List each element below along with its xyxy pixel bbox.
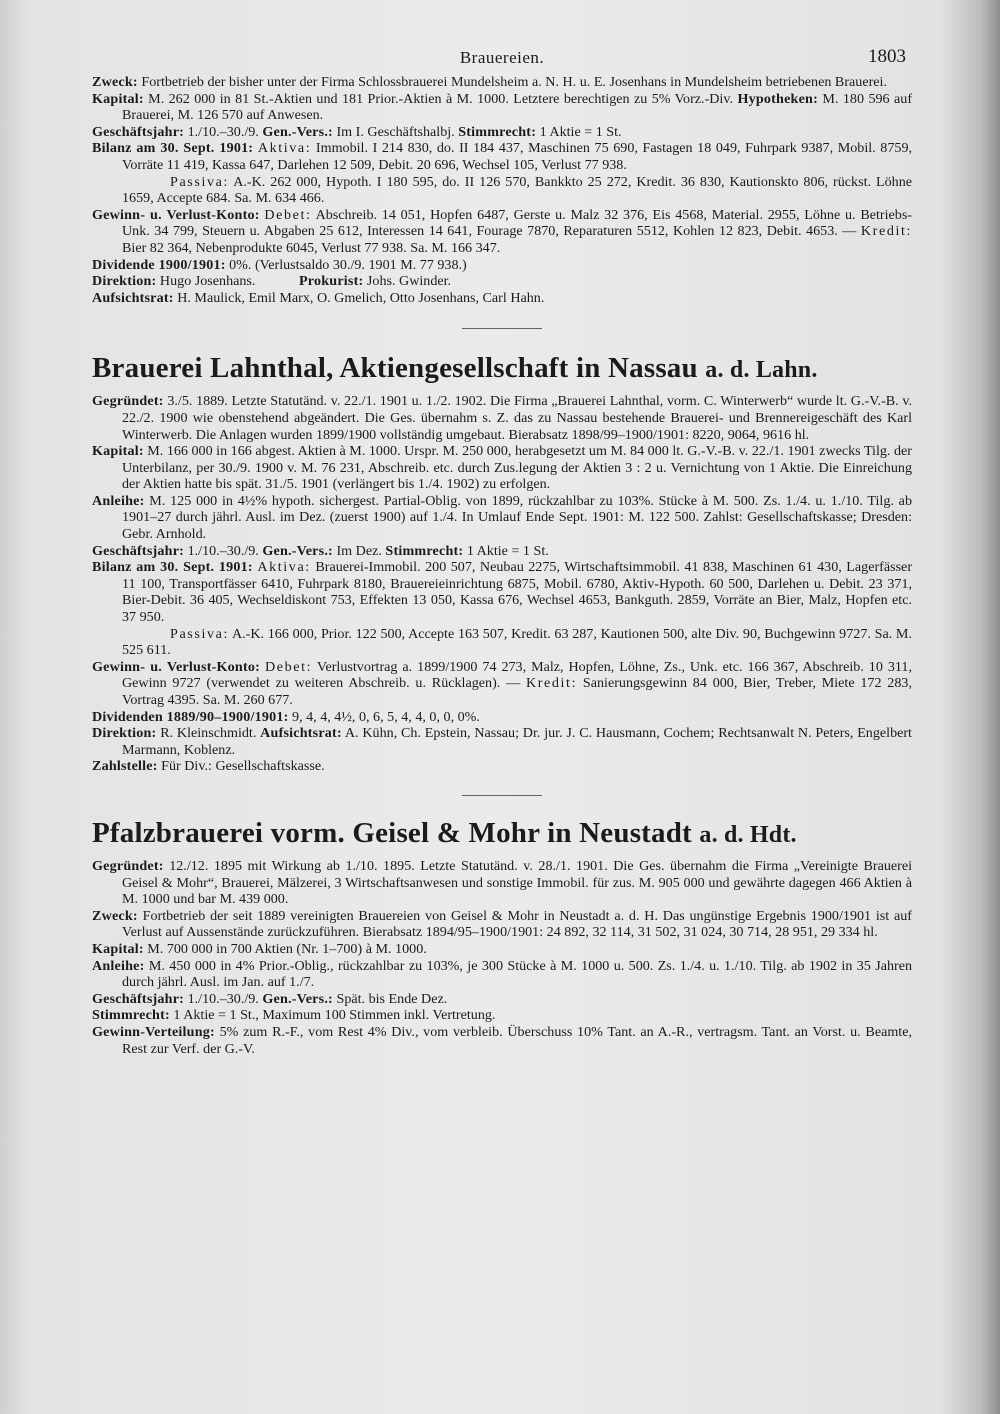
entry-bilanz	[92, 140, 912, 206]
label-aufsichtsrat: Aufsichtsrat:	[260, 725, 342, 742]
entry-anleihe	[92, 958, 912, 991]
label-kapital: Kapital:	[92, 443, 144, 460]
entry-aufsichtsrat	[92, 290, 912, 307]
label-kapital: Kapital:	[92, 90, 144, 107]
text-geschaeftsjahr: 1./10.–30./9.	[187, 123, 259, 140]
label-bilanz: Bilanz am 30. Sept. 1901:	[92, 140, 254, 157]
entry-kapital	[92, 941, 912, 958]
label-gegruendet: Gegründet:	[92, 857, 164, 874]
text-dividenden: 9, 4, 4, 4½, 0, 6, 5, 4, 4, 0, 0, 0%.	[292, 708, 480, 725]
label-debet: Debet:	[264, 658, 313, 675]
section-pfalzbrauerei	[92, 816, 912, 1057]
entry-dividenden	[92, 709, 912, 726]
text-zweck: Fortbetrieb der seit 1889 vereinigten Brauereien von Geisel & Mohr in Neustadt a. d. H. Das ungünstige Ergebnis 1900/1901 ist auf Verlust auf Aussenstände zurückzuführen. Bierabsatz 1894/95–1900/1901: 24 892, 32 114, 31 502, 31 024, 30 714, 28 951, 29 334 hl.	[122, 907, 912, 941]
entry-dividende	[92, 257, 912, 274]
label-genvers: Gen.-Vers.:	[262, 123, 333, 140]
company-heading-pfalzbrauerei	[92, 816, 912, 852]
label-gewinn: Gewinn- u. Verlust-Konto:	[92, 658, 260, 675]
label-gewinn: Gewinn- u. Verlust-Konto:	[92, 206, 260, 223]
text-prokurist: Johs. Gwinder.	[366, 273, 452, 290]
running-header	[92, 40, 912, 74]
label-anleihe: Anleihe:	[92, 957, 145, 974]
text-gewinn-verteilung: 5% zum R.-F., vom Rest 4% Div., vom verbleib. Überschuss 10% Tant. an A.-R., vertragsm. Tant. an Vorst. u. Beamte, Rest zur Verf. der G.-V.	[122, 1023, 912, 1057]
entry-gewinn	[92, 207, 912, 257]
heading-location: a. d. Lahn.	[705, 357, 818, 384]
text-aufsichtsrat: H. Maulick, Emil Marx, O. Gmelich, Otto Josenhans, Carl Hahn.	[177, 289, 545, 306]
entry-gegruendet	[92, 393, 912, 443]
label-aktiva: Aktiva:	[257, 559, 311, 576]
text-gegruendet: 3./5. 1889. Letzte Statutänd. v. 22./1. 1901 u. 1./2. 1902. Die Firma „Brauerei Lahnthal, vorm. C. Winterwerb“ wurde lt. G.-V.-B. v. 22./2. 1900 wie obenstehend abgeändert. Die Ges. übernahm s. Z. das zu Nassau bestehende Brauerei- und Brennereigeschäft des Karl Winterwerb. Die Anlagen wurden 1899/1900 vollständig umgebaut. Bierabsatz 1898/99–1900/1901: 8220, 9064, 9616 hl.	[122, 393, 913, 443]
label-bilanz: Bilanz am 30. Sept. 1901:	[92, 559, 253, 576]
text-kapital: M. 262 000 in 81 St.-Aktien und 181 Prior.-Aktien à M. 1000. Letztere berechtigen zu 5% Vorz.-Div.	[148, 90, 734, 107]
text-kapital: M. 166 000 in 166 abgest. Aktien à M. 1000. Urspr. M. 250 000, herabgesetzt um M. 84 000 lt. G.-V.-B. v. 22./1. 1901 zwecks Tilg. der Unterbilanz, per 30./9. 1900 v. M. 76 231, Abschreib. etc. durch Zus.legung der Aktien 3 : 2 u. Vernichtung von 1 Aktie. Die Einreichung der Aktien hatte bis spät. 31./5. 1901 (verlängert bis 1./4. 1902) zu erfolgen.	[122, 443, 912, 493]
label-stimmrecht: Stimmrecht:	[385, 542, 464, 559]
text-kredit: Sanierungsgewinn 84 000, Bier, Treber, Miete 172 283, Vortrag 4395. Sa. M. 260 677.	[122, 675, 912, 708]
entry-zweck	[92, 74, 912, 91]
label-geschaeftsjahr: Geschäftsjahr:	[92, 542, 185, 559]
text-genvers: Im I. Geschäftshalbj.	[336, 123, 455, 140]
label-genvers: Gen.-Vers.:	[262, 542, 333, 559]
entry-geschaeftsjahr	[92, 991, 912, 1008]
company-heading-lahnthal	[92, 351, 912, 387]
entry-geschaeftsjahr	[92, 124, 912, 141]
text-debet: Verlustvortrag a. 1899/1900 74 273, Malz, Hopfen, Löhne, Zs., Unk. etc. 166 367, Abschreib. 10 311, Gewinn 9727 (verwendet zu weiteren Abschreib. u. Rücklagen). —	[122, 658, 912, 692]
section-lahnthal	[92, 351, 912, 775]
label-kredit: Kredit:	[860, 223, 913, 240]
text-debet: Abschreib. 14 051, Hopfen 6487, Gerste u. Malz 32 376, Eis 4568, Material. 2955, Löhne u. Betriebs-Unk. 34 799, Steuern u. Abgaben 25 612, Interessen 14 641, Fourage 7870, Reparaturen 5512, Kohlen 12 823, Debit. 4653. —	[122, 206, 912, 240]
label-aufsichtsrat: Aufsichtsrat:	[92, 289, 174, 306]
entry-bilanz	[92, 559, 912, 659]
entry-direktion	[92, 273, 912, 290]
section-mundelsheim	[92, 74, 912, 306]
entry-kapital	[92, 91, 912, 124]
text-genvers: Im Dez.	[336, 542, 382, 559]
text-hypotheken: M. 180 596 auf Brauerei, M. 126 570 auf Anwesen.	[122, 90, 913, 124]
label-passiva: Passiva:	[170, 625, 229, 642]
label-kapital: Kapital:	[92, 940, 144, 957]
text-stimmrecht: 1 Aktie = 1 St., Maximum 100 Stimmen inkl. Vertretung.	[173, 1007, 496, 1024]
label-zahlstelle: Zahlstelle:	[92, 758, 158, 775]
text-anleihe: M. 125 000 in 4½% hypoth. sichergest. Partial-Oblig. von 1899, rückzahlbar zu 103%. Stücke à M. 500. Zs. 1./4. u. 1./10. Tilg. ab 1901–27 durch jährl. Ausl. im Dez. (zuerst 1900) auf 1./4. In Umlauf Ende Sept. 1901: M. 122 500. Zahlst: Gesellschaftskasse; Dresden: Gebr. Arnhold.	[122, 492, 912, 543]
entry-anleihe	[92, 493, 912, 543]
entry-zahlstelle	[92, 758, 912, 775]
label-gewinn-verteilung: Gewinn-Verteilung:	[92, 1023, 215, 1040]
label-stimmrecht: Stimmrecht:	[458, 123, 537, 140]
text-gegruendet: 12./12. 1895 mit Wirkung ab 1./10. 1895. Letzte Statutänd. v. 28./1. 1901. Die Ges. übernahm die Firma „Vereinigte Brauerei Geisel & Mohr“, Brauerei, Mälzerei, 3 Wirtschaftsanwesen und sonstige Immobil. für zus. M. 905 000 und gewährte dagegen 466 Aktien à M. 1000 und bar M. 439 000.	[122, 857, 912, 908]
text-kapital: M. 700 000 in 700 Aktien (Nr. 1–700) à M. 1000.	[147, 940, 427, 957]
label-dividende: Dividende 1900/1901:	[92, 256, 226, 273]
label-passiva: Passiva:	[170, 173, 229, 190]
text-zweck: Fortbetrieb der bisher unter der Firma Schlossbrauerei Mundelsheim a. N. H. u. E. Josenhans in Mundelsheim betriebenen Brauerei.	[141, 74, 887, 90]
page-number: 1803	[868, 46, 906, 67]
text-zahlstelle: Für Div.: Gesellschaftskasse.	[161, 758, 325, 775]
label-kredit: Kredit:	[525, 675, 578, 692]
text-aktiva: Brauerei-Immobil. 200 507, Neubau 2275, Wirtschaftsimmobil. 41 838, Maschinen 61 430, Lagerfässer 11 100, Transportfässer 6410, Fuhrpark 8180, Brauereieinrichtung 6875, Mobil. 6780, Aktiv-Hypoth. 60 500, Darlehen u. Debit. 23 371, Bier-Debit. 36 405, Wechseldiskont 753, Effekten 13 050, Kassa 676, Wechsel 4653, Bankguth. 2859, Vorräte an Bier, Malz, Hopfen etc. 37 950.	[122, 559, 913, 626]
text-genvers: Spät. bis Ende Dez.	[336, 990, 448, 1007]
running-title: Brauereien.	[459, 48, 545, 67]
label-zweck: Zweck:	[92, 907, 138, 924]
text-direktion: R. Kleinschmidt.	[160, 725, 257, 742]
entry-zweck	[92, 908, 912, 941]
label-geschaeftsjahr: Geschäftsjahr:	[92, 123, 185, 140]
label-direktion: Direktion:	[92, 273, 157, 290]
text-dividende: 0%. (Verlustsaldo 30./9. 1901 M. 77 938.)	[229, 256, 467, 273]
label-prokurist: Prokurist:	[298, 273, 364, 290]
label-stimmrecht: Stimmrecht:	[92, 1007, 170, 1024]
text-aufsichtsrat: A. Kühn, Ch. Epstein, Nassau; Dr. jur. J. C. Hausmann, Cochem; Rechtsanwalt N. Peters, Engelbert Marmann, Koblenz.	[122, 725, 912, 758]
label-debet: Debet:	[264, 206, 312, 223]
entry-kapital	[92, 443, 912, 493]
text-geschaeftsjahr: 1./10.–30./9.	[187, 990, 259, 1007]
heading-main: Brauerei Lahnthal, Aktiengesellschaft in Nassau	[92, 352, 698, 385]
text-passiva: A.-K. 166 000, Prior. 122 500, Accepte 163 507, Kredit. 63 287, Kautionen 500, alte Div. 90, Buchgewinn 9727. Sa. M. 525 611.	[122, 625, 912, 659]
text-passiva: A.-K. 262 000, Hypoth. I 180 595, do. II 126 570, Bankkto 25 272, Kredit. 36 830, Kautionskto 806, rückst. Löhne 1659, Accepte 684. Sa. M. 634 466.	[122, 173, 912, 207]
entry-stimmrecht	[92, 1007, 912, 1024]
page-content	[92, 40, 912, 1057]
entry-gewinn	[92, 659, 912, 709]
text-direktion: Hugo Josenhans.	[159, 273, 256, 290]
label-geschaeftsjahr: Geschäftsjahr:	[92, 990, 185, 1007]
heading-location: a. d. Hdt.	[699, 821, 797, 848]
entry-geschaeftsjahr	[92, 543, 912, 560]
entry-gegruendet	[92, 858, 912, 908]
text-kredit: Bier 82 364, Nebenprodukte 6045, Verlust 77 938. Sa. M. 166 347.	[122, 239, 501, 256]
label-aktiva: Aktiva:	[257, 140, 312, 157]
entry-gewinn-verteilung	[92, 1024, 912, 1057]
text-geschaeftsjahr: 1./10.–30./9.	[187, 542, 259, 559]
text-stimmrecht: 1 Aktie = 1 St.	[466, 542, 549, 559]
text-anleihe: M. 450 000 in 4% Prior.-Oblig., rückzahlbar zu 103%, je 300 Stücke à M. 1000 u. 500. Zs. 1./4. u. 1./10. Tilg. ab 1902 in 35 Jahren durch jährl. Ausl. im Jan. auf 1./7.	[122, 957, 912, 991]
label-direktion: Direktion:	[92, 725, 157, 742]
entry-direktion	[92, 725, 912, 758]
label-anleihe: Anleihe:	[92, 492, 145, 509]
label-zweck: Zweck:	[92, 74, 138, 90]
label-dividenden: Dividenden 1889/90–1900/1901:	[92, 708, 289, 725]
text-aktiva: Immobil. I 214 830, do. II 184 437, Maschinen 75 690, Fastagen 18 049, Fuhrpark 9387, Mobil. 8759, Vorräte 11 419, Kassa 647, Darlehen 12 509, Debit. 20 696, Wechsel 105, Verlust 77 938.	[122, 140, 913, 173]
text-stimmrecht: 1 Aktie = 1 St.	[539, 123, 622, 140]
label-gegruendet: Gegründet:	[92, 393, 164, 410]
label-genvers: Gen.-Vers.:	[262, 990, 333, 1007]
heading-main: Pfalzbrauerei vorm. Geisel & Mohr in Neustadt	[92, 816, 692, 849]
label-hypotheken: Hypotheken:	[737, 90, 818, 107]
